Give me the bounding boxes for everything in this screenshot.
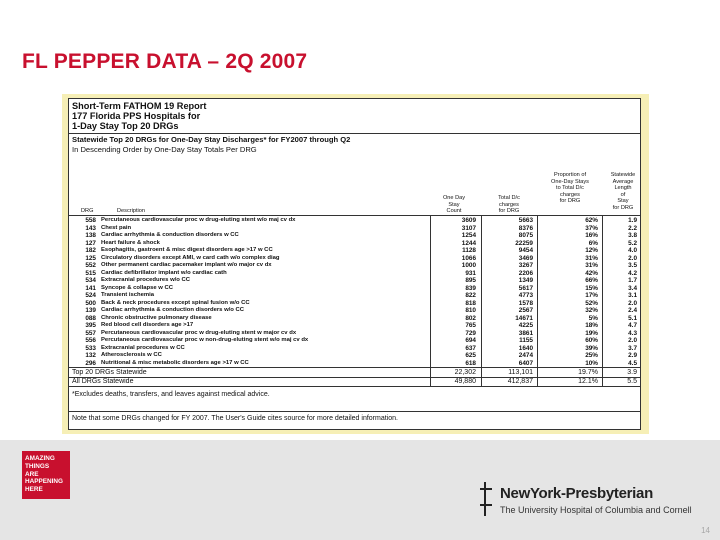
drg-cell: 524 bbox=[85, 292, 96, 299]
drg-cell: 143 bbox=[85, 224, 96, 232]
proportion-cell: 6% bbox=[588, 239, 598, 247]
report-title-line: 1-Day Stay Top 20 DRGs bbox=[72, 121, 179, 131]
total-discharges-cell: 3861 bbox=[518, 329, 533, 337]
one-day-count-cell: 818 bbox=[465, 299, 476, 307]
description-cell: Other permanent cardiac pacemaker implant w/o major cv dx bbox=[101, 262, 272, 268]
one-day-count-cell: 765 bbox=[465, 322, 476, 329]
total-discharges-cell: 3267 bbox=[518, 262, 533, 269]
total-discharges-cell: 4225 bbox=[518, 322, 533, 329]
total-discharges-cell: 14671 bbox=[515, 314, 533, 322]
tagline-line: HAPPENING bbox=[25, 478, 63, 486]
total-discharges-cell: 4773 bbox=[518, 292, 533, 299]
org-name: NewYork-Presbyterian bbox=[500, 485, 653, 502]
table-row bbox=[69, 300, 640, 308]
alos-cell: 1.9 bbox=[628, 217, 637, 224]
drg-cell: 515 bbox=[85, 269, 96, 277]
proportion-cell: 17% bbox=[585, 292, 598, 299]
total-discharges: 113,101 bbox=[508, 369, 533, 376]
table-row bbox=[69, 322, 640, 330]
report-title-line: 177 Florida PPS Hospitals for bbox=[72, 111, 201, 121]
col-header-one-day: One Day Stay Count bbox=[442, 195, 466, 214]
table-row bbox=[69, 262, 640, 270]
alos-cell: 3.8 bbox=[628, 232, 637, 239]
tagline-line: ARE bbox=[25, 470, 39, 478]
report-image bbox=[62, 94, 649, 434]
one-day-count-cell: 1000 bbox=[461, 262, 476, 269]
total-label: Top 20 DRGs Statewide bbox=[72, 369, 147, 376]
report-subtitle: Statewide Top 20 DRGs for One-Day Stay Discharges* for FY2007 through Q2 bbox=[72, 135, 351, 144]
one-day-count-cell: 802 bbox=[465, 314, 476, 322]
total-discharges-cell: 5617 bbox=[518, 284, 533, 292]
proportion-cell: 39% bbox=[585, 344, 598, 352]
total-one-day: 22,302 bbox=[454, 369, 476, 376]
proportion-cell: 32% bbox=[585, 307, 598, 314]
description-cell: Nutritional & misc metabolic disorders age >17 w CC bbox=[101, 359, 249, 366]
divider bbox=[69, 411, 640, 412]
one-day-count-cell: 3609 bbox=[461, 217, 476, 224]
alos-cell: 5.2 bbox=[628, 239, 637, 247]
table-row bbox=[69, 345, 640, 353]
one-day-count-cell: 895 bbox=[465, 277, 476, 284]
alos-cell: 2.0 bbox=[628, 299, 637, 307]
drg-cell: 132 bbox=[85, 352, 96, 359]
one-day-count-cell: 1244 bbox=[461, 239, 476, 247]
description-cell: Atherosclerosis w CC bbox=[101, 352, 162, 358]
drg-cell: 557 bbox=[85, 329, 96, 337]
proportion-cell: 42% bbox=[585, 269, 598, 277]
total-one-day: 49,880 bbox=[454, 378, 476, 385]
one-day-count-cell: 1066 bbox=[461, 254, 476, 262]
total-discharges-cell: 8075 bbox=[518, 232, 533, 239]
tagline-line: AMAZING bbox=[25, 455, 55, 462]
total-discharges-cell: 2474 bbox=[518, 352, 533, 359]
drg-cell: 088 bbox=[85, 314, 96, 322]
report-title-line: Short-Term FATHOM 19 Report bbox=[72, 101, 207, 111]
description-cell: Percutaneous cardiovascular proc w non-drug-eluting stent w/o maj cv dx bbox=[101, 337, 309, 343]
table-row bbox=[69, 225, 640, 233]
table-row bbox=[69, 217, 640, 225]
one-day-count-cell: 694 bbox=[465, 337, 476, 344]
proportion-cell: 19% bbox=[585, 329, 598, 337]
description-cell: Extracranial procedures w CC bbox=[101, 344, 185, 351]
table-row bbox=[69, 247, 640, 255]
alos-cell: 3.4 bbox=[628, 284, 637, 292]
one-day-count-cell: 625 bbox=[465, 352, 476, 359]
total-discharges-cell: 2567 bbox=[518, 307, 533, 314]
alos-cell: 4.2 bbox=[628, 269, 637, 277]
table-row bbox=[69, 292, 640, 300]
alos-cell: 2.4 bbox=[628, 307, 637, 314]
one-day-count-cell: 618 bbox=[465, 359, 476, 367]
table-row bbox=[69, 232, 640, 240]
total-discharges-cell: 8376 bbox=[518, 224, 533, 232]
col-header-proportion: Proportion of One-Day Stays to Total D/c charges for DRG bbox=[551, 172, 589, 204]
alos-cell: 3.5 bbox=[628, 262, 637, 269]
table-row bbox=[69, 352, 640, 360]
drg-cell: 500 bbox=[85, 299, 96, 307]
alos-cell: 4.7 bbox=[628, 322, 637, 329]
description-cell: Heart failure & shock bbox=[101, 239, 160, 246]
proportion-cell: 18% bbox=[585, 322, 598, 329]
total-discharges-cell: 6407 bbox=[518, 359, 533, 367]
table-row bbox=[69, 360, 640, 368]
proportion-cell: 66% bbox=[585, 277, 598, 284]
alos-cell: 4.0 bbox=[628, 247, 637, 254]
col-header-description: Description bbox=[117, 208, 145, 214]
tagline-line: THINGS bbox=[25, 462, 50, 470]
total-row-all bbox=[69, 377, 640, 387]
drg-cell: 139 bbox=[85, 307, 96, 314]
drg-cell: 138 bbox=[85, 232, 96, 239]
description-cell: Extracranial procedures w/o CC bbox=[101, 277, 191, 283]
tagline-logo bbox=[22, 451, 70, 499]
drg-cell: 533 bbox=[85, 344, 96, 352]
one-day-count-cell: 931 bbox=[465, 269, 476, 277]
column-divider bbox=[430, 215, 431, 387]
total-discharges-cell: 1349 bbox=[518, 277, 533, 284]
drg-cell: 296 bbox=[85, 359, 96, 367]
alos-cell: 2.2 bbox=[628, 224, 637, 232]
report-note: Note that some DRGs changed for FY 2007. The User's Guide cites source for more detailed information. bbox=[72, 415, 398, 422]
one-day-count-cell: 637 bbox=[465, 344, 476, 352]
proportion-cell: 31% bbox=[585, 254, 598, 262]
drg-cell: 534 bbox=[85, 277, 96, 284]
col-header-drg: DRG bbox=[81, 208, 94, 214]
proportion-cell: 60% bbox=[585, 337, 598, 344]
description-cell: Red blood cell disorders age >17 bbox=[101, 322, 194, 328]
proportion-cell: 16% bbox=[585, 232, 598, 239]
total-discharges-cell: 5663 bbox=[518, 217, 533, 224]
total-discharges-cell: 1155 bbox=[519, 337, 533, 344]
proportion-cell: 37% bbox=[585, 224, 598, 232]
alos-cell: 1.7 bbox=[628, 277, 637, 284]
one-day-count-cell: 839 bbox=[465, 284, 476, 292]
proportion-cell: 25% bbox=[585, 352, 598, 359]
divider bbox=[69, 133, 640, 134]
column-divider bbox=[481, 215, 482, 387]
col-header-alos: Statewide Average Length of Stay for DRG bbox=[610, 172, 636, 211]
nyp-logo-icon bbox=[478, 482, 494, 516]
drg-cell: 141 bbox=[85, 284, 96, 292]
description-cell: Syncope & collapse w CC bbox=[101, 284, 174, 291]
total-discharges-cell: 3469 bbox=[518, 254, 533, 262]
proportion-cell: 15% bbox=[585, 284, 598, 292]
drg-cell: 395 bbox=[85, 322, 96, 329]
total-discharges-cell: 22259 bbox=[515, 239, 533, 247]
table-row bbox=[69, 307, 640, 315]
proportion-cell: 12% bbox=[585, 247, 598, 254]
total-discharges-cell: 9454 bbox=[518, 247, 533, 254]
total-alos: 5.5 bbox=[627, 378, 637, 385]
one-day-count-cell: 3107 bbox=[461, 224, 476, 232]
total-label: All DRGs Statewide bbox=[72, 378, 134, 385]
description-cell: Chronic obstructive pulmonary disease bbox=[101, 314, 212, 321]
alos-cell: 2.0 bbox=[628, 337, 637, 344]
tagline-line: HERE bbox=[25, 486, 43, 494]
proportion-cell: 31% bbox=[585, 262, 598, 269]
column-divider bbox=[602, 215, 603, 387]
description-cell: Percutaneous cardiovascular proc w drug-eluting stent w major cv dx bbox=[101, 329, 297, 336]
drg-cell: 182 bbox=[85, 247, 96, 254]
total-proportion: 12.1% bbox=[578, 378, 598, 385]
column-divider bbox=[537, 215, 538, 387]
alos-cell: 4.3 bbox=[628, 329, 637, 337]
table-row bbox=[69, 277, 640, 285]
one-day-count-cell: 729 bbox=[465, 329, 476, 337]
description-cell: Circulatory disorders except AMI, w card cath w/o complex diag bbox=[101, 254, 280, 261]
table-row bbox=[69, 285, 640, 293]
one-day-count-cell: 1128 bbox=[462, 247, 476, 254]
table-row bbox=[69, 255, 640, 263]
proportion-cell: 52% bbox=[585, 299, 598, 307]
report-subtitle-2: In Descending Order by One-Day Stay Totals Per DRG bbox=[72, 145, 257, 154]
drg-cell: 558 bbox=[85, 217, 96, 224]
alos-cell: 4.5 bbox=[628, 359, 637, 367]
description-cell: Esophagitis, gastroent & misc digest disorders age >17 w CC bbox=[101, 247, 273, 253]
one-day-count-cell: 810 bbox=[465, 307, 476, 314]
alos-cell: 5.1 bbox=[628, 314, 637, 322]
one-day-count-cell: 1254 bbox=[461, 232, 476, 239]
proportion-cell: 10% bbox=[585, 359, 598, 367]
drg-cell: 127 bbox=[85, 239, 96, 247]
header-divider bbox=[69, 215, 640, 216]
alos-cell: 2.9 bbox=[628, 352, 637, 359]
report-footnote: *Excludes deaths, transfers, and leaves against medical advice. bbox=[72, 391, 270, 398]
alos-cell: 3.1 bbox=[628, 292, 637, 299]
description-cell: Chest pain bbox=[101, 224, 132, 231]
total-discharges-cell: 1640 bbox=[518, 344, 533, 352]
page-number: 14 bbox=[701, 526, 710, 535]
slide-title: FL PEPPER DATA – 2Q 2007 bbox=[22, 50, 308, 73]
total-discharges: 412,837 bbox=[507, 378, 533, 385]
alos-cell: 2.0 bbox=[628, 254, 637, 262]
description-cell: Cardiac arrhythmia & conduction disorders w CC bbox=[101, 232, 239, 238]
drg-cell: 556 bbox=[85, 337, 96, 344]
proportion-cell: 62% bbox=[585, 217, 598, 224]
total-alos: 3.9 bbox=[627, 369, 637, 376]
description-cell: Cardiac arrhythmia & conduction disorders w/o CC bbox=[101, 307, 245, 313]
table-row bbox=[69, 337, 640, 345]
description-cell: Percutaneous cardiovascular proc w drug-eluting stent w/o maj cv dx bbox=[101, 217, 296, 223]
description-cell: Cardiac defibrillator implant w/o cardiac cath bbox=[101, 269, 227, 276]
drg-cell: 552 bbox=[85, 262, 96, 269]
total-proportion: 19.7% bbox=[578, 369, 598, 376]
total-discharges-cell: 2206 bbox=[518, 269, 533, 277]
table-row bbox=[69, 270, 640, 278]
description-cell: Transient ischemia bbox=[101, 292, 155, 298]
proportion-cell: 5% bbox=[588, 314, 598, 322]
one-day-count-cell: 822 bbox=[465, 292, 476, 299]
col-header-total: Total D/c charges for DRG bbox=[498, 195, 520, 214]
report-table bbox=[68, 98, 641, 430]
total-discharges-cell: 1578 bbox=[518, 299, 533, 307]
table-row bbox=[69, 315, 640, 323]
alos-cell: 3.7 bbox=[628, 344, 637, 352]
table-row bbox=[69, 330, 640, 338]
drg-cell: 125 bbox=[85, 254, 96, 262]
table-row bbox=[69, 240, 640, 248]
description-cell: Back & neck procedures except spinal fusion w/o CC bbox=[101, 299, 250, 306]
org-subtitle: The University Hospital of Columbia and Cornell bbox=[500, 505, 692, 515]
